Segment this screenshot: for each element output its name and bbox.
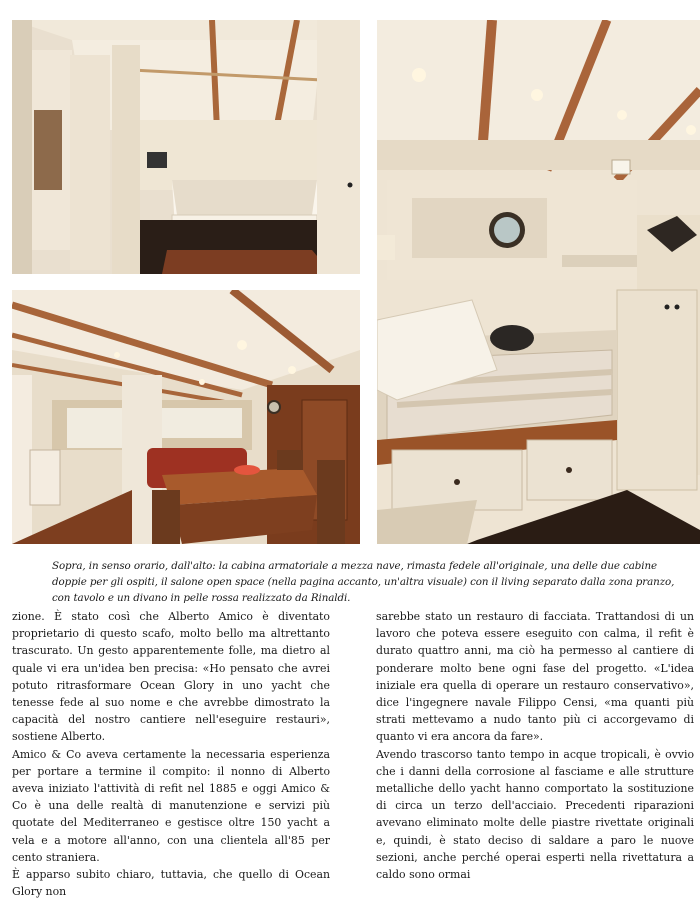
salon-photo <box>12 290 360 544</box>
article-column-right <box>376 608 694 883</box>
article-column-left <box>12 608 330 900</box>
article-paragraph: Avendo trascorso tanto tempo in acque tropicali, è ovvio che i danni della corrosione al fasciame e alle strutture metalliche dello yacht hanno comportato la sostituzione di circa un terzo dell'acciaio. Precedenti riparazioni avevano eliminato molte delle piastre rivettate originali e, quindi, è stato deciso di saldare a paro le nuove sezioni, anche perché operai esperti nella rivettatura a caldo sono ormai <box>376 747 694 882</box>
cabin-photo <box>12 20 360 274</box>
article-paragraph: È apparso subito chiaro, tuttavia, che quello di Ocean Glory non <box>12 868 330 899</box>
article-paragraph: sarebbe stato un restauro di facciata. Trattandosi di un lavoro che poteva essere eseguito con calma, il refit è durato quattro anni, ma ciò ha permesso al cantiere di ponderare molto bene ogni fase del progetto. «L'idea iniziale era quella di operare un restauro conservativo», dice l'ingegnere navale Filippo Censi, «ma quanti più strati mettevamo a nudo tanto più ci accorgevamo di quanto vi era ancora da fare». <box>376 610 694 744</box>
guest-cabin-photo <box>377 20 700 544</box>
caption-lead: Sopra, in senso orario, dall'alto: <box>52 560 216 572</box>
photo-caption <box>52 558 692 606</box>
caption-text: la cabina armatoriale a mezza nave, rimasta fedele all'originale, una delle due cabine doppie per gli ospiti, il salone open space (nella pagina accanto, un'altra visuale) con il living separato dalla zona pranzo, con tavolo e un divano in pelle rossa realizzato da Rinaldi. <box>52 560 675 604</box>
article-paragraph: Amico & Co aveva certamente la necessaria esperienza per portare a termine il compito: il nonno di Alberto aveva iniziato l'attività di refit nel 1885 e oggi Amico & Co è una delle realtà di manutenzione e servizi più quotate del Mediterraneo e gestisce oltre 150 yacht a vela e a motore all'anno, con una clientela all'85 per cento straniera. <box>12 747 330 864</box>
article-paragraph: zione. È stato così che Alberto Amico è diventato proprietario di questo scafo, molto bello ma altrettanto trascurato. Un gesto apparentemente folle, ma dietro al quale vi era un'idea ben precisa: «Ho pensato che avrei potuto ritrasformare Ocean Glory in uno yacht che tenesse fede al suo nome e che avrebbe dimostrato la capacità del nostro cantiere nell'eseguire restauri», sostiene Alberto. <box>12 610 330 744</box>
